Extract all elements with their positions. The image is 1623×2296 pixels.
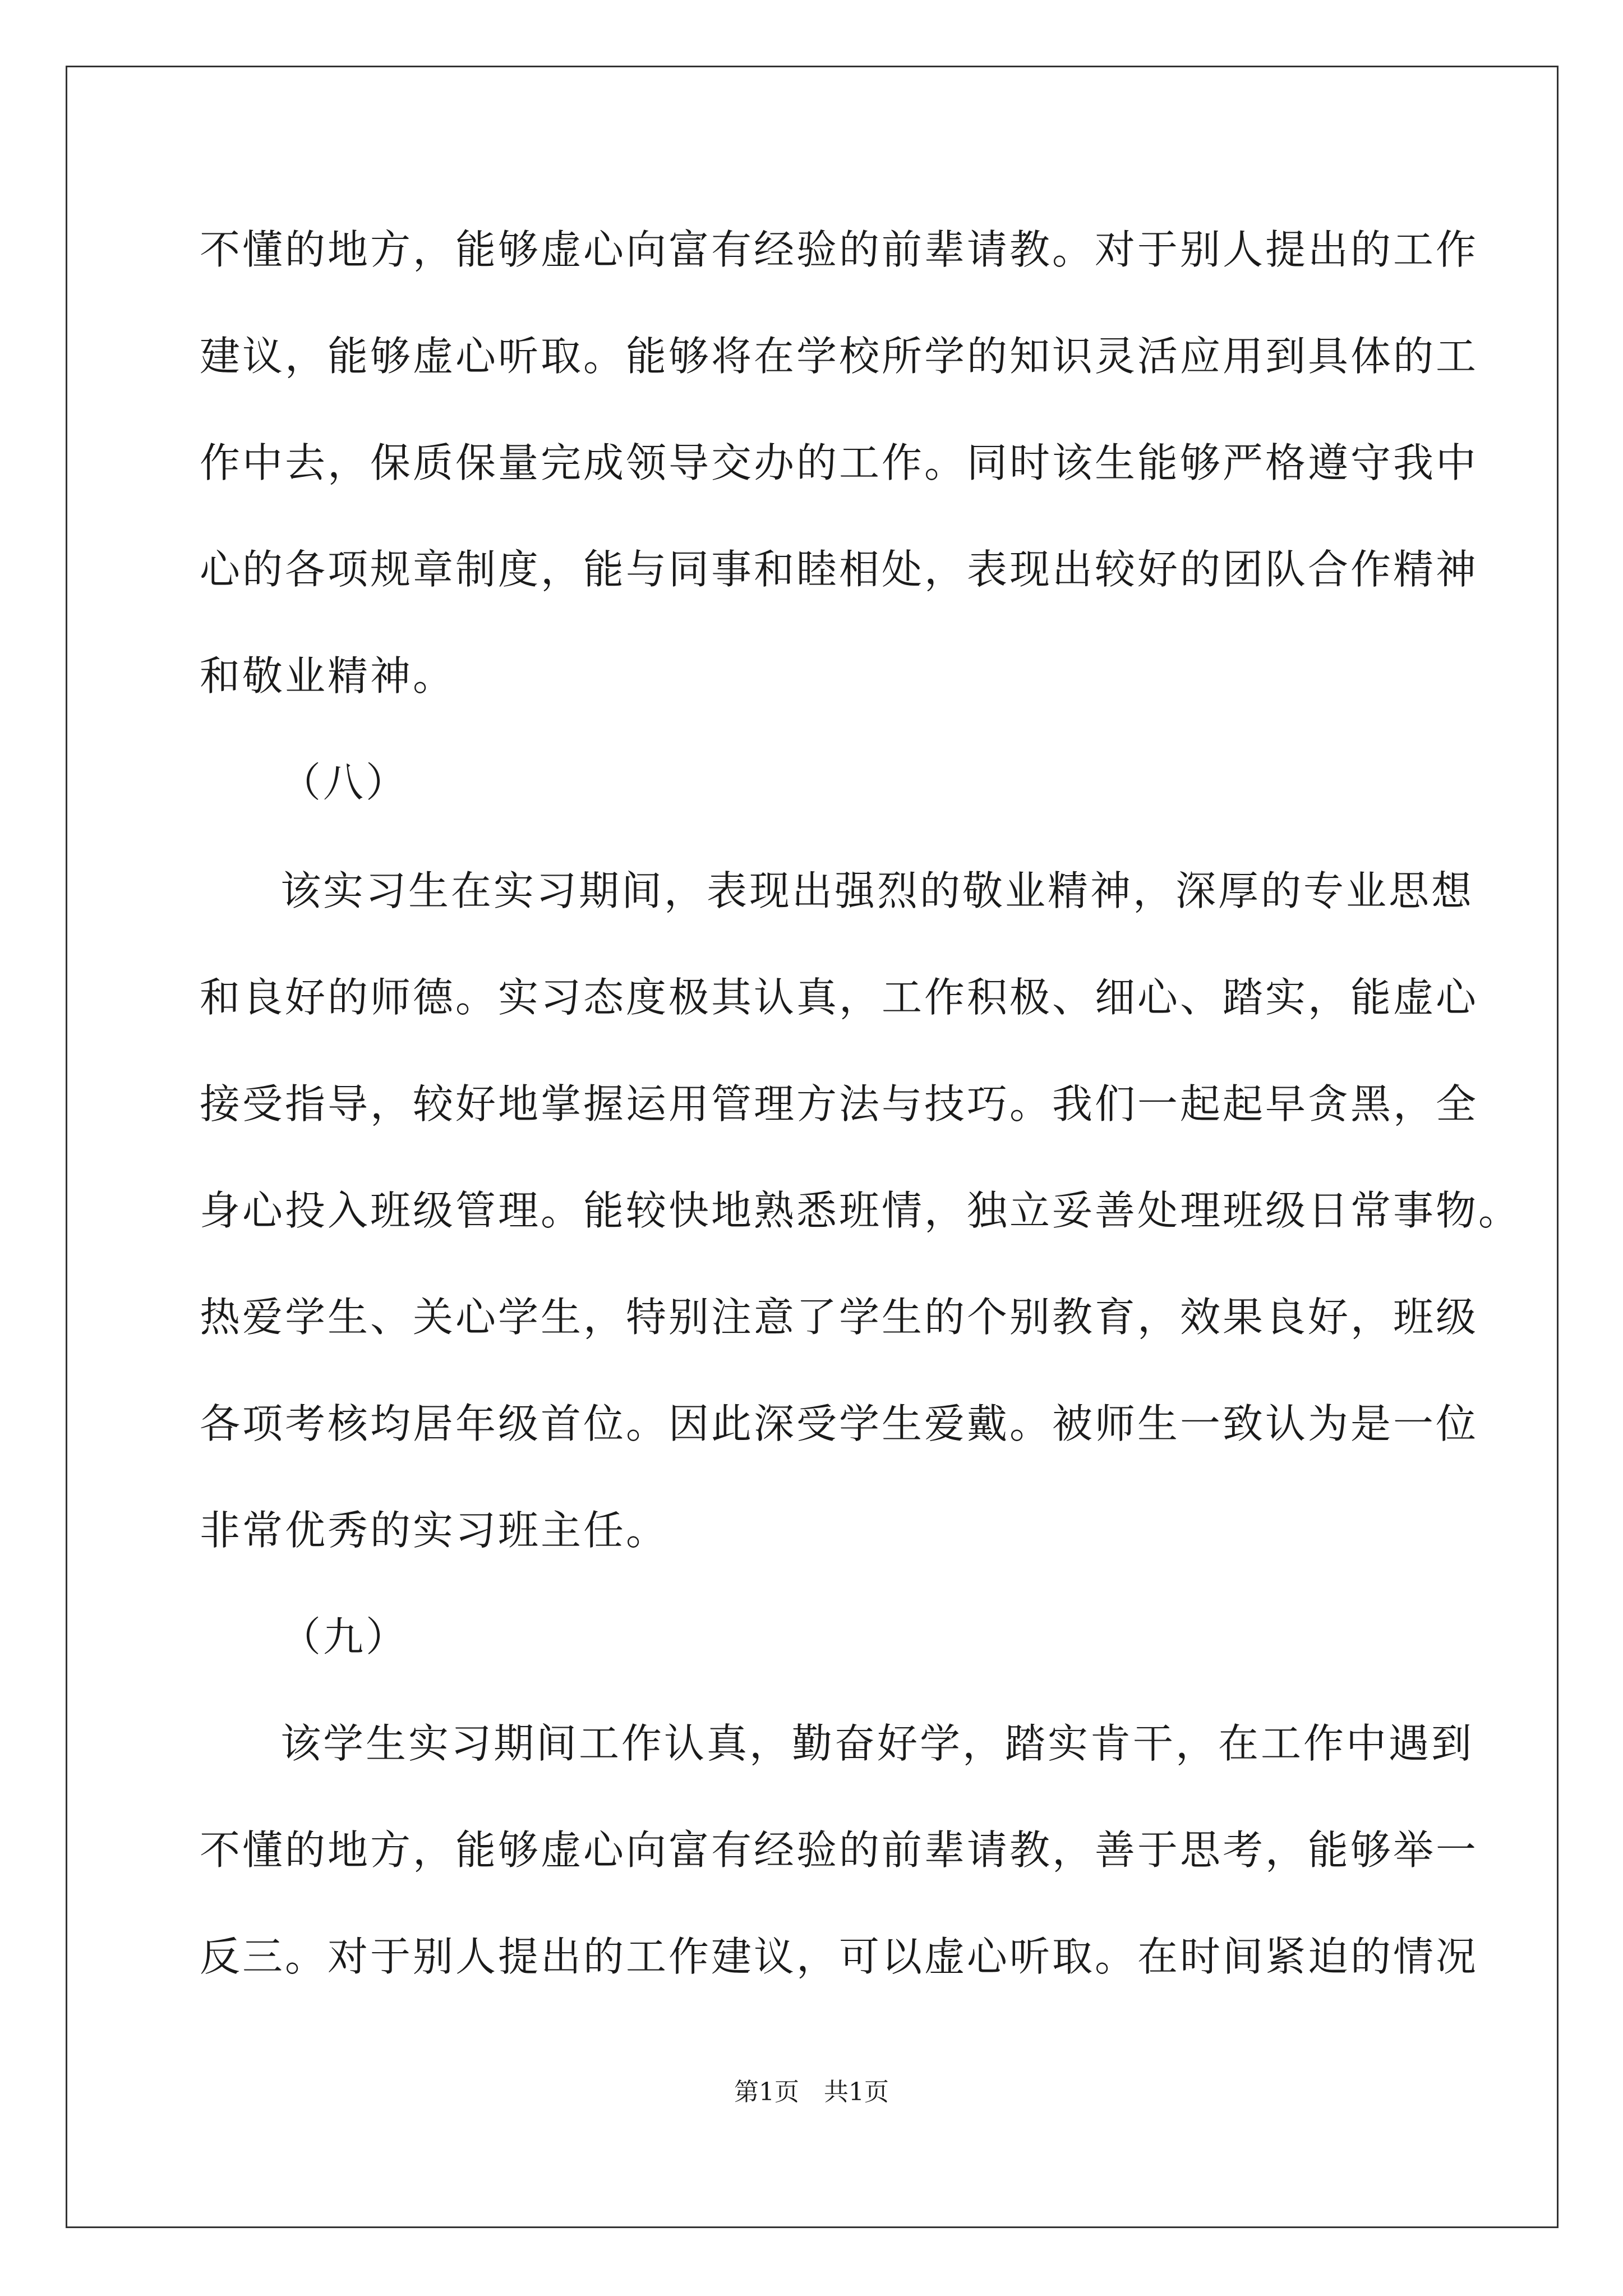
paragraph-line: 热爱学生、关心学生，特别注意了学生的个别教育，效果良好，班级 <box>200 1294 1479 1341</box>
paragraph-line: 不懂的地方，能够虚心向富有经验的前辈请教。对于别人提出的工作 <box>200 226 1479 273</box>
paragraph-line: 和敬业精神。 <box>200 652 456 700</box>
section-heading: （九） <box>280 1613 409 1660</box>
paragraph-line: 心的各项规章制度，能与同事和睦相处，表现出较好的团队合作精神 <box>200 546 1479 593</box>
paragraph-line: 身心投入班级管理。能较快地熟悉班情，独立妥善处理班级日常事物。 <box>200 1187 1521 1234</box>
paragraph-line: 反三。对于别人提出的工作建议，可以虚心听取。在时间紧迫的情况 <box>200 1933 1479 1980</box>
paragraph-line: 非常优秀的实习班主任。 <box>200 1507 669 1554</box>
paragraph-line: 和良好的师德。实习态度极其认真，工作积极、细心、踏实，能虚心 <box>200 974 1479 1021</box>
paragraph-line: 该学生实习期间工作认真，勤奋好学，踏实肯干，在工作中遇到 <box>280 1720 1474 1767</box>
paragraph-line: 该实习生在实习期间，表现出强烈的敬业精神，深厚的专业思想 <box>280 867 1474 914</box>
paragraph-line: 各项考核均居年级首位。因此深受学生爱戴。被师生一致认为是一位 <box>200 1400 1479 1447</box>
paragraph-line: 不懂的地方，能够虚心向富有经验的前辈请教，善于思考，能够举一 <box>200 1826 1479 1874</box>
page-number-footer: 第1页 共1页 <box>734 2078 889 2106</box>
section-heading: （八） <box>280 759 409 806</box>
paragraph-line: 建议，能够虚心听取。能够将在学校所学的知识灵活应用到具体的工 <box>200 333 1479 380</box>
page-border <box>66 66 1559 2228</box>
paragraph-line: 接受指导，较好地掌握运用管理方法与技巧。我们一起起早贪黑，全 <box>200 1080 1479 1128</box>
paragraph-line: 作中去，保质保量完成领导交办的工作。同时该生能够严格遵守我中 <box>200 439 1479 486</box>
